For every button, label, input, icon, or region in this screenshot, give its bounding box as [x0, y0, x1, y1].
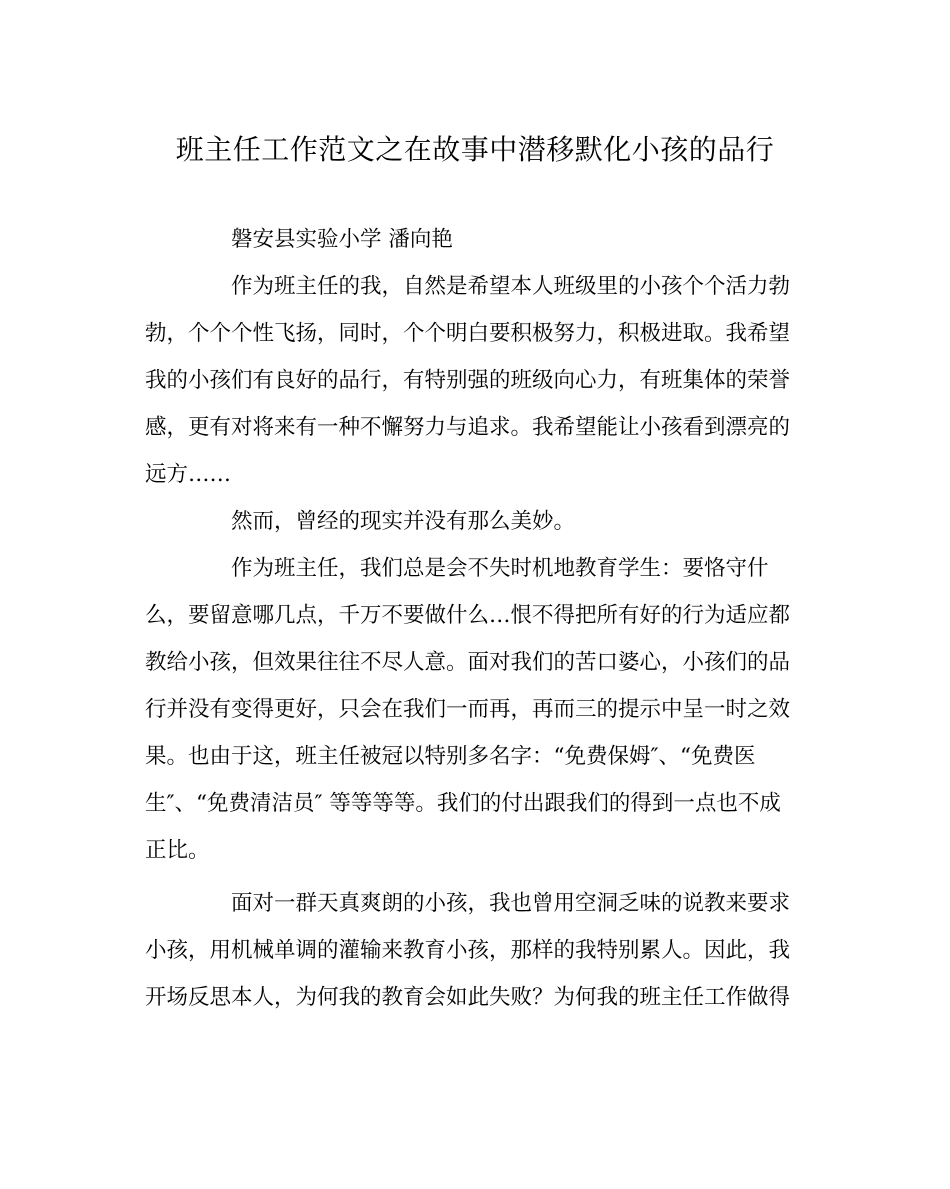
paragraph-1: [145, 263, 815, 498]
paragraph-line: 作为班主任的我，自然是希望本人班级里的小孩个个活力勃: [231, 274, 791, 299]
paragraph-line: 面对一群天真爽朗的小孩，我也曾用空洞乏味的说教来要求: [231, 891, 791, 916]
paragraph-line: 教给小孩，但效果往往不尽人意。面对我们的苦口婆心，小孩们的品: [145, 650, 791, 675]
document-title: 班主任工作范文之在故事中潜移默化小孩的品行: [175, 133, 775, 166]
paragraph-line: 然而，曾经的现实并没有那么美妙。: [231, 509, 576, 534]
paragraph-line: 勃，个个个性飞扬，同时，个个明白要积极努力，积极进取。我希望: [145, 321, 791, 346]
paragraph-line: 我的小孩们有良好的品行，有特别强的班级向心力，有班集体的荣誉: [145, 368, 791, 393]
paragraph-line: 正比。: [145, 838, 210, 863]
paragraph-line: 作为班主任，我们总是会不失时机地教育学生：要恪守什: [231, 556, 769, 581]
paragraph-line: 小孩，用机械单调的灌输来教育小孩，那样的我特别累人。因此，我: [145, 938, 791, 963]
paragraph-line: 开场反思本人，为何我的教育会如此失败？为何我的班主任工作做得: [145, 985, 791, 1010]
paragraph-line: 感，更有对将来有一种不懈努力与追求。我希望能让小孩看到漂亮的: [145, 415, 791, 440]
paragraph-line: 生″、“免费清洁员″ 等等等等。我们的付出跟我们的得到一点也不成: [145, 791, 781, 816]
paragraph-line: 果。也由于这，班主任被冠以特别多名字：“免费保姆″、“免费医: [145, 744, 756, 769]
paragraph-4: [145, 880, 815, 1021]
paragraph-line: 远方……: [145, 462, 232, 487]
paragraph-line: 么，要留意哪几点，千万不要做什么…恨不得把所有好的行为适应都: [145, 603, 791, 628]
author-line: 磐安县实验小学 潘向艳: [231, 227, 453, 252]
paragraph-3: [145, 545, 815, 874]
document-body: [145, 216, 815, 1021]
paragraph-2: [145, 498, 815, 545]
paragraph-line: 行并没有变得更好，只会在我们一而再，再而三的提示中呈一时之效: [145, 697, 791, 722]
